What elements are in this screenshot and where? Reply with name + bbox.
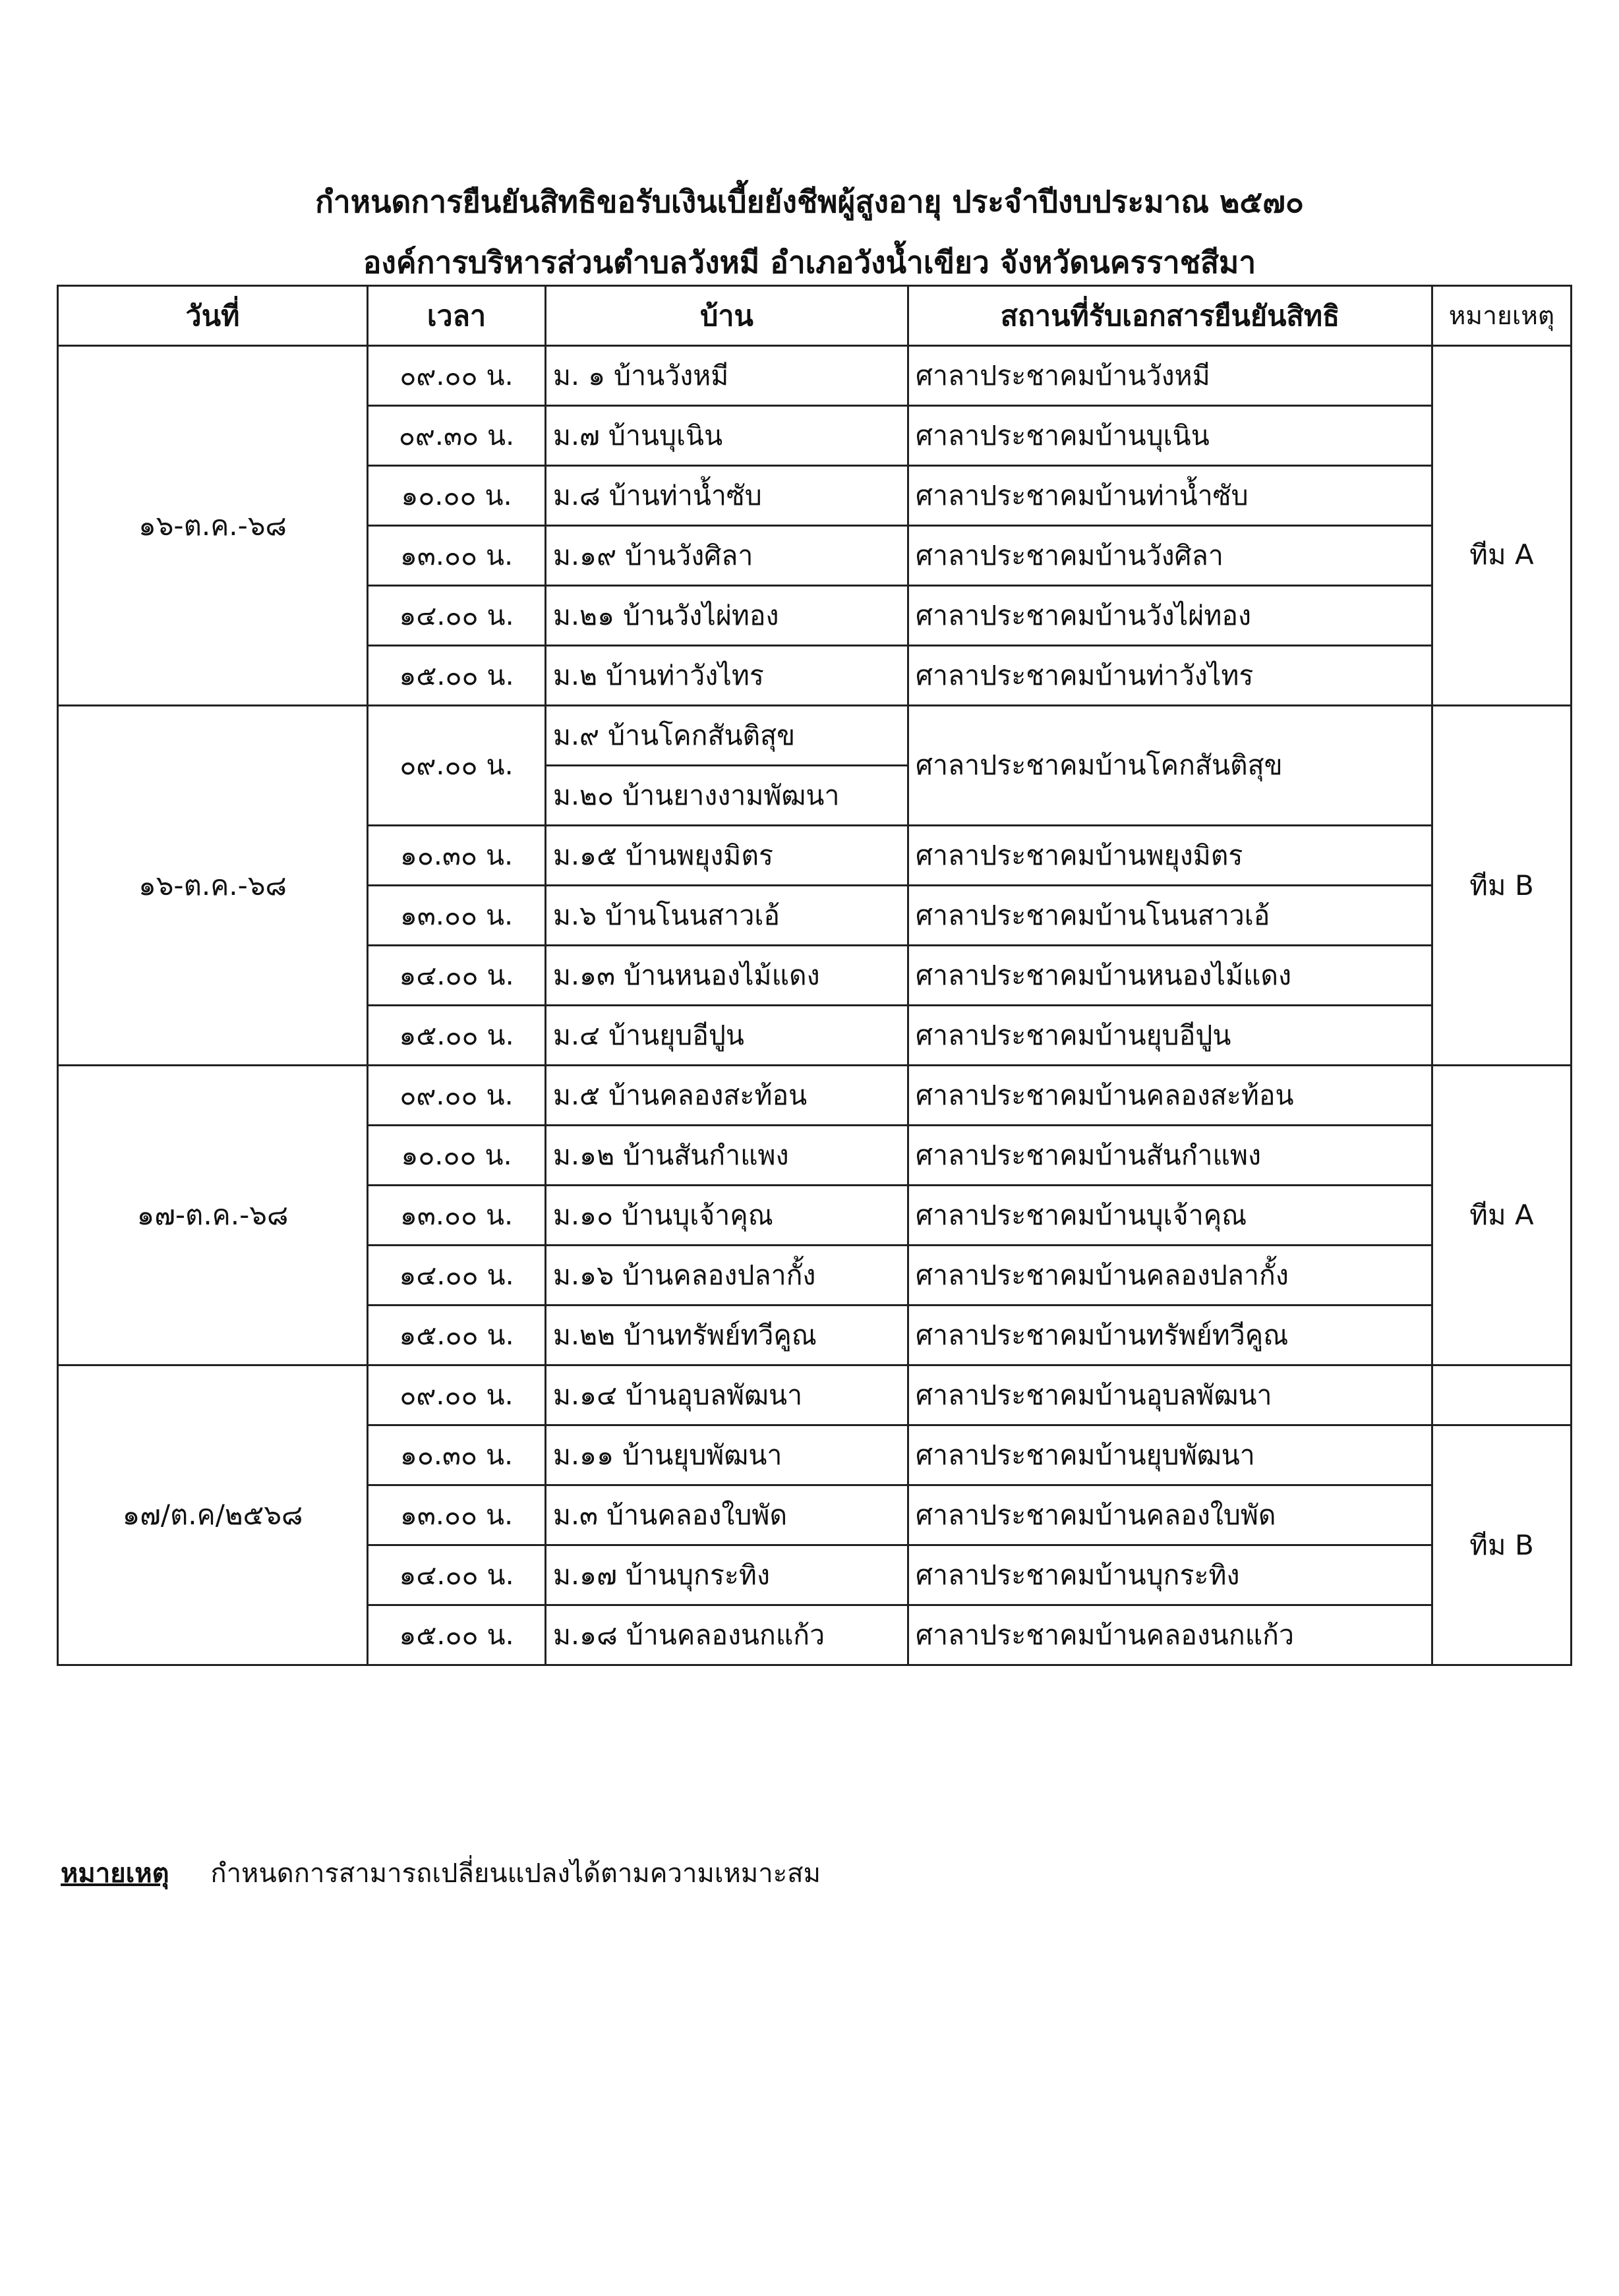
date-cell: ๑๖-ต.ค.-๖๘ — [58, 706, 368, 1066]
time-cell: ๑๓.๐๐ น. — [368, 1186, 546, 1246]
place-cell: ศาลาประชาคมบ้านโคกสันติสุข — [908, 706, 1432, 826]
place-cell: ศาลาประชาคมบ้านสันกำแพง — [908, 1126, 1432, 1186]
time-cell: ๑๓.๐๐ น. — [368, 1485, 546, 1545]
header-place: สถานที่รับเอกสารยืนยันสิทธิ — [908, 286, 1432, 346]
village-cell: ม.๙ บ้านโคกสันติสุข — [546, 706, 908, 766]
remark-label: หมายเหตุ — [61, 1858, 169, 1889]
village-cell: ม.๔ บ้านยุบอีปูน — [546, 1006, 908, 1066]
time-cell: ๑๐.๓๐ น. — [368, 1425, 546, 1485]
village-cell: ม.๒๐ บ้านยางงามพัฒนา — [546, 766, 908, 826]
time-cell: ๑๔.๐๐ น. — [368, 586, 546, 646]
village-cell: ม.๑๘ บ้านคลองนกแก้ว — [546, 1605, 908, 1665]
place-cell: ศาลาประชาคมบ้านยุบอีปูน — [908, 1006, 1432, 1066]
village-cell: ม.๑๓ บ้านหนองไม้แดง — [546, 946, 908, 1006]
village-cell: ม.๑๔ บ้านอุบลพัฒนา — [546, 1365, 908, 1425]
time-cell: ๑๕.๐๐ น. — [368, 1306, 546, 1365]
place-cell: ศาลาประชาคมบ้านยุบพัฒนา — [908, 1425, 1432, 1485]
village-cell: ม.๑๕ บ้านพยุงมิตร — [546, 826, 908, 886]
place-cell: ศาลาประชาคมบ้านบุกระทิง — [908, 1545, 1432, 1605]
time-cell: ๑๔.๐๐ น. — [368, 1246, 546, 1306]
place-cell: ศาลาประชาคมบ้านคลองปลากั้ง — [908, 1246, 1432, 1306]
village-cell: ม.๒ บ้านท่าวังไทร — [546, 646, 908, 706]
time-cell: ๑๐.๐๐ น. — [368, 466, 546, 526]
schedule-table — [57, 285, 1572, 1666]
village-cell: ม.๓ บ้านคลองใบพัด — [546, 1485, 908, 1545]
date-cell: ๑๗/ต.ค/๒๕๖๘ — [58, 1365, 368, 1665]
time-cell: ๑๔.๐๐ น. — [368, 1545, 546, 1605]
village-cell: ม.๑๖ บ้านคลองปลากั้ง — [546, 1246, 908, 1306]
village-cell: ม.๘ บ้านท่าน้ำซับ — [546, 466, 908, 526]
team-cell: ทีม A — [1432, 1066, 1572, 1365]
place-cell: ศาลาประชาคมบ้านโนนสาวเอ้ — [908, 886, 1432, 946]
table-row — [58, 1365, 1572, 1425]
village-cell: ม.๖ บ้านโนนสาวเอ้ — [546, 886, 908, 946]
place-cell: ศาลาประชาคมบ้านหนองไม้แดง — [908, 946, 1432, 1006]
header-time: เวลา — [368, 286, 546, 346]
time-cell: ๐๙.๐๐ น. — [368, 1365, 546, 1425]
document-subtitle: องค์การบริหารส่วนตำบลวังหมี อำเภอวังน้ำเขียว จังหวัดนครราชสีมา — [363, 244, 1256, 280]
village-cell: ม.๕ บ้านคลองสะท้อน — [546, 1066, 908, 1126]
note-cell — [1432, 1365, 1572, 1425]
date-cell: ๑๖-ต.ค.-๖๘ — [58, 346, 368, 706]
village-cell: ม.๑๙ บ้านวังศิลา — [546, 526, 908, 586]
place-cell: ศาลาประชาคมบ้านบุเนิน — [908, 406, 1432, 466]
time-cell: ๑๔.๐๐ น. — [368, 946, 546, 1006]
remark — [61, 1852, 821, 1894]
table-row — [58, 346, 1572, 406]
time-cell: ๑๓.๐๐ น. — [368, 526, 546, 586]
date-cell: ๑๗-ต.ค.-๖๘ — [58, 1066, 368, 1365]
time-cell: ๐๙.๐๐ น. — [368, 706, 546, 826]
table-header-row — [58, 286, 1572, 346]
team-cell: ทีม B — [1432, 706, 1572, 1066]
document-title: กำหนดการยืนยันสิทธิขอรับเงินเบี้ยยังชีพผู้สูงอายุ ประจำปีงบประมาณ ๒๕๗๐ — [315, 184, 1304, 219]
time-cell: ๑๕.๐๐ น. — [368, 1006, 546, 1066]
header-note: หมายเหตุ — [1432, 286, 1572, 346]
place-cell: ศาลาประชาคมบ้านวังหมี — [908, 346, 1432, 406]
time-cell: ๑๓.๐๐ น. — [368, 886, 546, 946]
place-cell: ศาลาประชาคมบ้านคลองสะท้อน — [908, 1066, 1432, 1126]
place-cell: ศาลาประชาคมบ้านวังศิลา — [908, 526, 1432, 586]
village-cell: ม.๑๗ บ้านบุกระทิง — [546, 1545, 908, 1605]
village-cell: ม.๑๒ บ้านสันกำแพง — [546, 1126, 908, 1186]
place-cell: ศาลาประชาคมบ้านอุบลพัฒนา — [908, 1365, 1432, 1425]
time-cell: ๑๕.๐๐ น. — [368, 1605, 546, 1665]
time-cell: ๐๙.๓๐ น. — [368, 406, 546, 466]
table-row — [58, 1066, 1572, 1126]
table-row — [58, 706, 1572, 766]
remark-text: กำหนดการสามารถเปลี่ยนแปลงได้ตามความเหมาะสม — [210, 1858, 821, 1889]
place-cell: ศาลาประชาคมบ้านบุเจ้าคุณ — [908, 1186, 1432, 1246]
place-cell: ศาลาประชาคมบ้านพยุงมิตร — [908, 826, 1432, 886]
time-cell: ๐๙.๐๐ น. — [368, 1066, 546, 1126]
header-date: วันที่ — [58, 286, 368, 346]
team-cell: ทีม A — [1432, 406, 1572, 706]
village-cell: ม.๑๑ บ้านยุบพัฒนา — [546, 1425, 908, 1485]
team-cell: ทีม B — [1432, 1425, 1572, 1665]
place-cell: ศาลาประชาคมบ้านทรัพย์ทวีคูณ — [908, 1306, 1432, 1365]
village-cell: ม.๗ บ้านบุเนิน — [546, 406, 908, 466]
note-cell — [1432, 346, 1572, 406]
place-cell: ศาลาประชาคมบ้านท่าน้ำซับ — [908, 466, 1432, 526]
time-cell: ๐๙.๐๐ น. — [368, 346, 546, 406]
time-cell: ๑๕.๐๐ น. — [368, 646, 546, 706]
place-cell: ศาลาประชาคมบ้านคลองนกแก้ว — [908, 1605, 1432, 1665]
place-cell: ศาลาประชาคมบ้านคลองใบพัด — [908, 1485, 1432, 1545]
village-cell: ม. ๑ บ้านวังหมี — [546, 346, 908, 406]
village-cell: ม.๒๒ บ้านทรัพย์ทวีคูณ — [546, 1306, 908, 1365]
time-cell: ๑๐.๐๐ น. — [368, 1126, 546, 1186]
place-cell: ศาลาประชาคมบ้านวังไผ่ทอง — [908, 586, 1432, 646]
village-cell: ม.๒๑ บ้านวังไผ่ทอง — [546, 586, 908, 646]
header-village: บ้าน — [546, 286, 908, 346]
village-cell: ม.๑๐ บ้านบุเจ้าคุณ — [546, 1186, 908, 1246]
place-cell: ศาลาประชาคมบ้านท่าวังไทร — [908, 646, 1432, 706]
time-cell: ๑๐.๓๐ น. — [368, 826, 546, 886]
